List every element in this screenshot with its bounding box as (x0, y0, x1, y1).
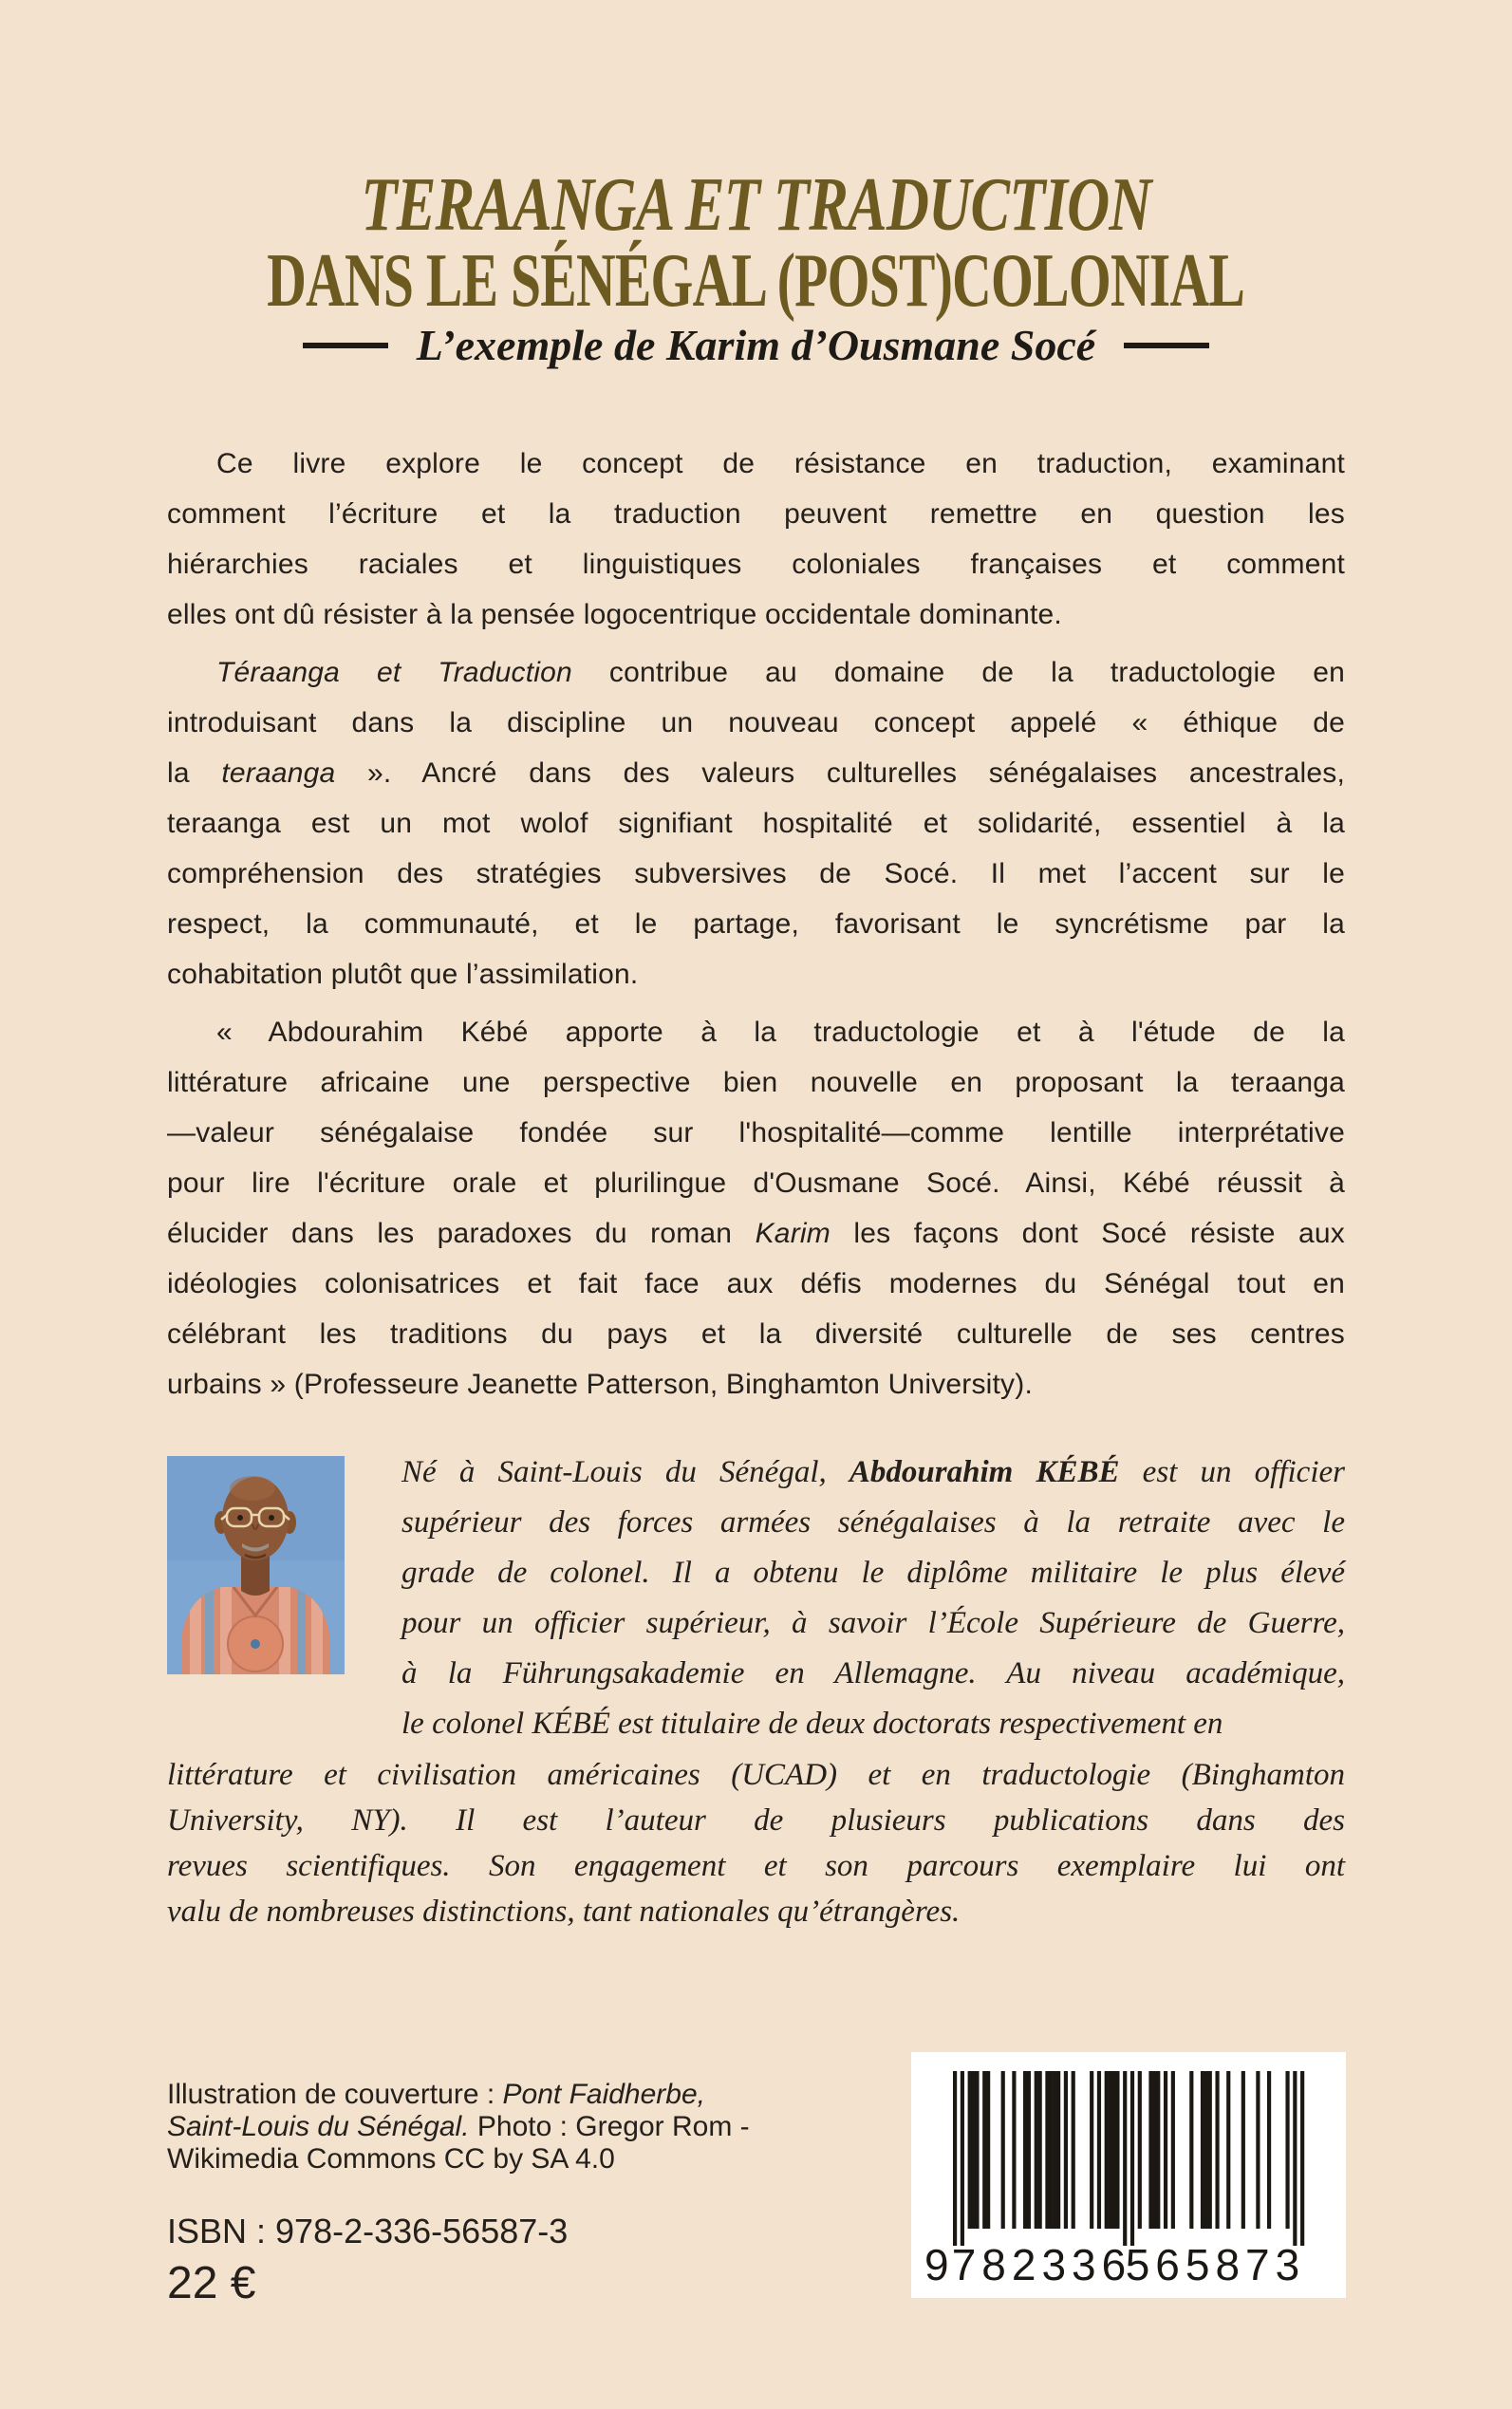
text-line: la teraanga ». Ancré dans des valeurs culturelles sénégalaises ancestrales, (167, 757, 1345, 789)
cover-illustration-credit (167, 2079, 750, 2176)
subtitle-right-rule (1124, 343, 1209, 348)
text-line: littérature et civilisation américaines (UCAD) et en traductologie (Binghamton (167, 1758, 1345, 1792)
text-line: University, NY). Il est l’auteur de plusieurs publications dans des (167, 1803, 1345, 1838)
book-title-line1-text: TERAANGA ET TRADUCTION (361, 163, 1151, 247)
isbn-label: ISBN : 978-2-336-56587-3 (167, 2212, 569, 2250)
book-title-line2 (0, 239, 1512, 323)
book-title-line1 (0, 163, 1512, 247)
text-line: compréhension des stratégies subversives de Socé. Il met l’accent sur le (167, 858, 1345, 889)
text-line: cohabitation plutôt que l’assimilation. (167, 959, 639, 990)
author-bio-wrapped (401, 1450, 1345, 1752)
author-section (167, 1450, 1345, 1934)
text-line: hiérarchies raciales et linguistiques coloniales françaises et comment (167, 549, 1345, 580)
text-line: le colonel KÉBÉ est titulaire de deux doctorats respectivement en (401, 1707, 1223, 1741)
text-line: Ce livre explore le concept de résistance en traduction, examinant (216, 448, 1345, 479)
title-block (0, 163, 1512, 323)
author-bio-full-width (167, 1752, 1345, 1934)
barcode-ean13 (911, 2052, 1346, 2298)
text-line: introduisant dans la discipline un nouveau concept appelé « éthique de (167, 707, 1345, 738)
subtitle-left-rule (303, 343, 388, 348)
text-line: Illustration de couverture : Pont Faidherbe, (167, 2079, 705, 2110)
review-quote-paragraph (167, 1007, 1345, 1410)
text-line: teraanga est un mot wolof signifiant hospitalité et solidarité, essentiel à la (167, 808, 1345, 839)
subtitle-row (0, 319, 1512, 372)
text-line: grade de colonel. Il a obtenu le diplôme militaire le plus élevé (401, 1556, 1345, 1590)
text-line: elles ont dû résister à la pensée logocentrique occidentale dominante. (167, 599, 1062, 630)
text-line: « Abdourahim Kébé apporte à la traductologie et à l'étude de la (216, 1017, 1345, 1048)
svg-text:782336: 782336 (951, 2240, 1132, 2289)
book-title-line2-text: DANS LE SÉNÉGAL (POST)COLONIAL (267, 239, 1245, 323)
svg-text:9: 9 (924, 2240, 955, 2289)
text-line: Saint-Louis du Sénégal. Photo : Gregor Rom - (167, 2111, 750, 2142)
text-line: valu de nombreuses distinctions, tant nationales qu’étrangères. (167, 1895, 961, 1929)
text-line: urbains » (Professeure Jeanette Patterson, Binghamton University). (167, 1369, 1033, 1400)
synopsis (167, 439, 1345, 1410)
text-line: élucider dans les paradoxes du roman Karim les façons dont Socé résiste aux (167, 1218, 1345, 1249)
text-line: pour un officier supérieur, à savoir l’École Supérieure de Guerre, (401, 1606, 1345, 1640)
text-line: à la Führungsakademie en Allemagne. Au niveau académique, (401, 1656, 1345, 1690)
text-line: revues scientifiques. Son engagement et son parcours exemplaire lui ont (167, 1849, 1345, 1883)
text-line: littérature africaine une perspective bien nouvelle en proposant la teraanga (167, 1067, 1345, 1098)
text-line: Né à Saint-Louis du Sénégal, Abdourahim KÉBÉ est un officier (401, 1455, 1345, 1489)
text-line: Téraanga et Traduction contribue au domaine de la traductologie en (216, 657, 1345, 688)
synopsis-paragraph-2 (167, 647, 1345, 999)
text-line: —valeur sénégalaise fondée sur l'hospitalité—comme lentille interprétative (167, 1117, 1345, 1148)
svg-text:565873: 565873 (1125, 2240, 1306, 2289)
text-line: comment l’écriture et la traduction peuvent remettre en question les (167, 498, 1345, 530)
book-subtitle: L’exemple de Karim d’Ousmane Socé (416, 321, 1096, 369)
text-line: Wikimedia Commons CC by SA 4.0 (167, 2143, 615, 2175)
text-line: supérieur des forces armées sénégalaises à la retraite avec le (401, 1505, 1345, 1540)
text-line: célébrant les traditions du pays et la diversité culturelle de ses centres (167, 1318, 1345, 1350)
price-label: 22 € (167, 2258, 256, 2308)
text-line: pour lire l'écriture orale et plurilingue d'Ousmane Socé. Ainsi, Kébé réussit à (167, 1167, 1345, 1199)
barcode (911, 2052, 1346, 2298)
text-line: respect, la communauté, et le partage, favorisant le syncrétisme par la (167, 908, 1345, 940)
text-line: idéologies colonisatrices et fait face aux défis modernes du Sénégal tout en (167, 1268, 1345, 1299)
author-photo (167, 1456, 345, 1674)
synopsis-paragraph-1 (167, 439, 1345, 640)
